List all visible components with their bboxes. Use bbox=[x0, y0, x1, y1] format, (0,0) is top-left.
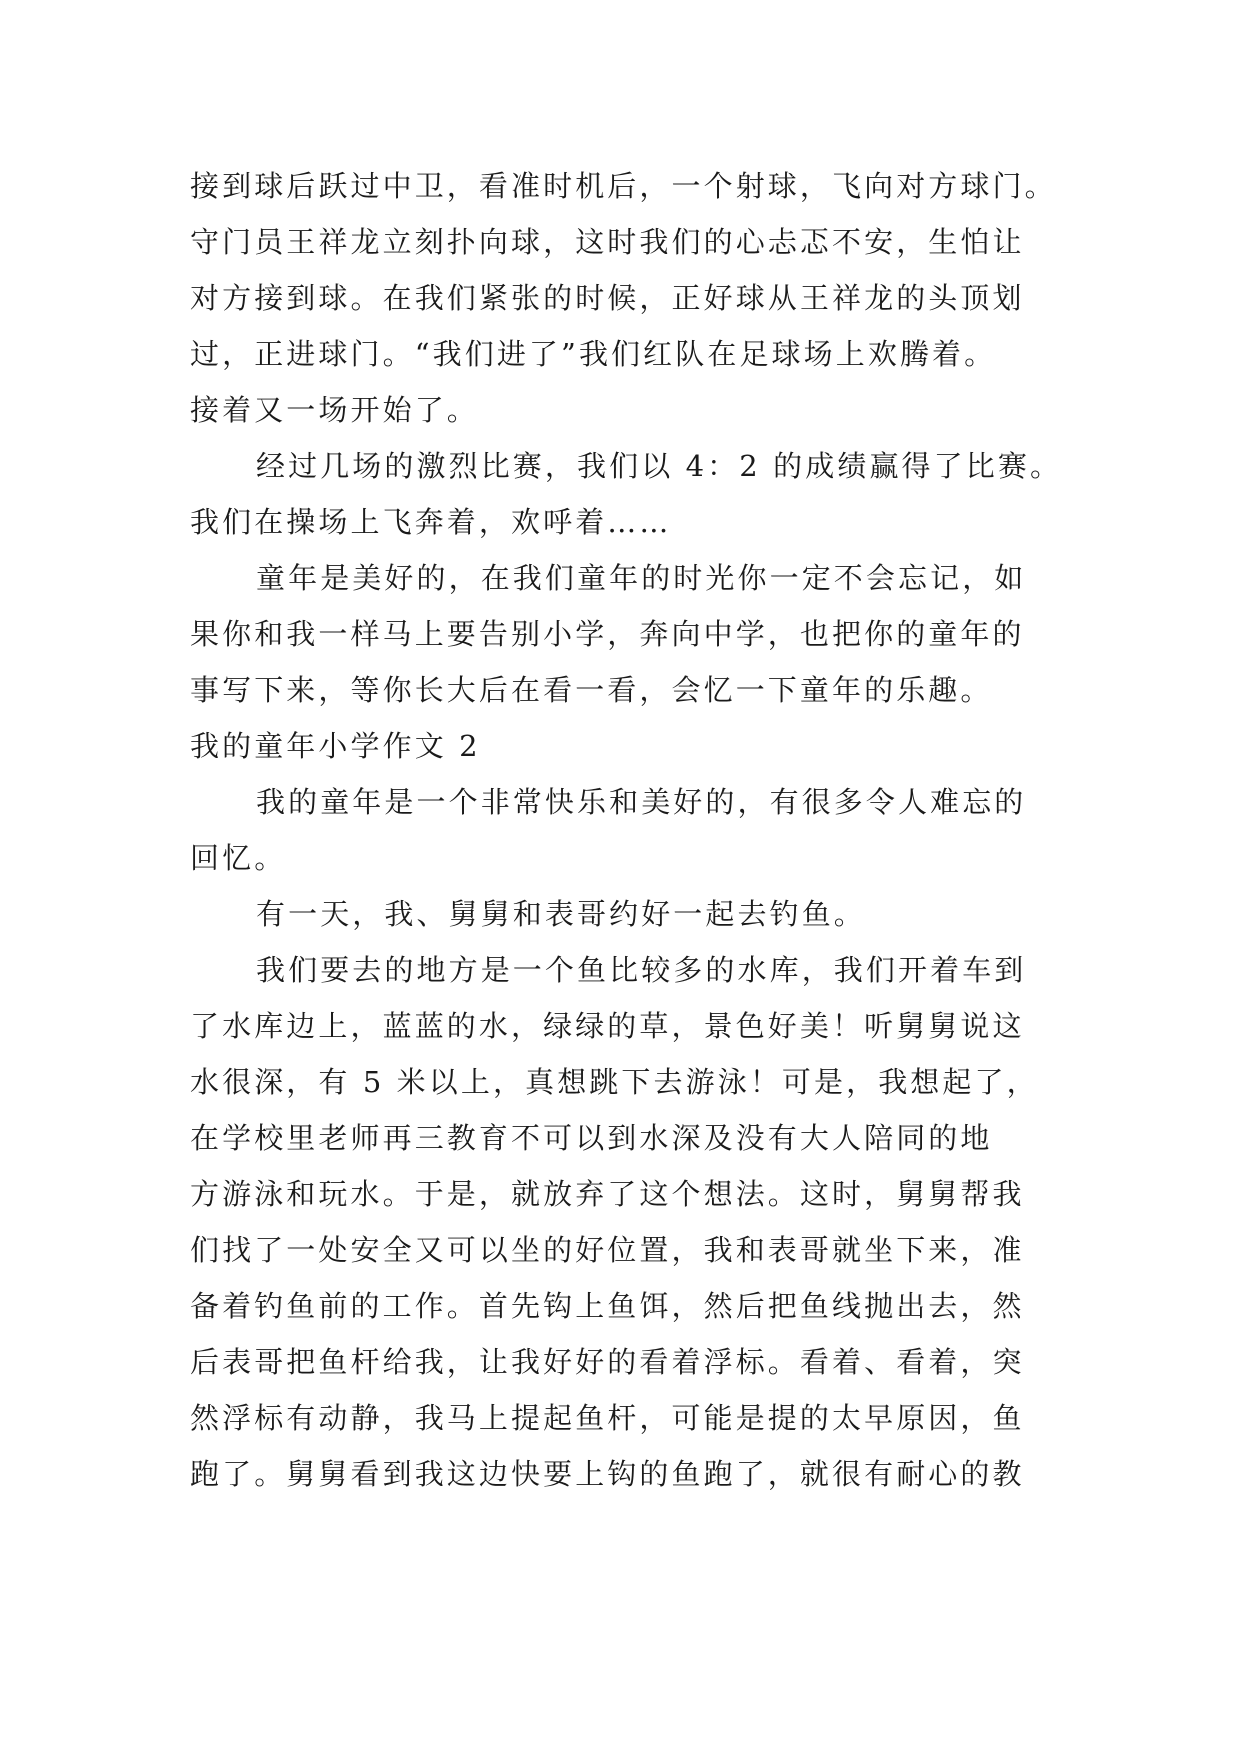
essay-text bbox=[190, 158, 1070, 1502]
text-line: 在学校里老师再三教育不可以到水深及没有大人陪同的地 bbox=[190, 1121, 993, 1155]
text-line: 了水库边上，蓝蓝的水，绿绿的草，景色好美！听舅舅说这 bbox=[190, 1009, 1025, 1043]
text-line: 事写下来，等你长大后在看一看，会忆一下童年的乐趣。 bbox=[190, 673, 993, 707]
text-line: 我们在操场上飞奔着，欢呼着…… bbox=[190, 505, 672, 539]
text-line: 童年是美好的，在我们童年的时光你一定不会忘记，如 bbox=[256, 561, 1027, 595]
text-line: 我的童年小学作文 2 bbox=[190, 729, 481, 763]
text-line: 回忆。 bbox=[190, 841, 287, 875]
text-line: 果你和我一样马上要告别小学，奔向中学，也把你的童年的 bbox=[190, 617, 1025, 651]
text-line: 接着又一场开始了。 bbox=[190, 393, 479, 427]
text-line: 后表哥把鱼杆给我，让我好好的看着浮标。看着、看着，突 bbox=[190, 1345, 1025, 1379]
text-line: 们找了一处安全又可以坐的好位置，我和表哥就坐下来，准 bbox=[190, 1233, 1025, 1267]
text-line: 我们要去的地方是一个鱼比较多的水库，我们开着车到 bbox=[256, 953, 1027, 987]
text-line: 方游泳和玩水。于是，就放弃了这个想法。这时，舅舅帮我 bbox=[190, 1177, 1025, 1211]
text-line: 守门员王祥龙立刻扑向球，这时我们的心忐忑不安，生怕让 bbox=[190, 225, 1025, 259]
text-line: 水很深，有 5 米以上，真想跳下去游泳！可是，我想起了， bbox=[190, 1065, 1039, 1099]
text-line: 我的童年是一个非常快乐和美好的，有很多令人难忘的 bbox=[256, 785, 1027, 819]
text-line: 过，正进球门。“我们进了”我们红队在足球场上欢腾着。 bbox=[190, 337, 997, 371]
text-line: 有一天，我、舅舅和表哥约好一起去钓鱼。 bbox=[256, 897, 866, 931]
text-line: 跑了。舅舅看到我这边快要上钩的鱼跑了，就很有耐心的教 bbox=[190, 1457, 1025, 1491]
text-line: 对方接到球。在我们紧张的时候，正好球从王祥龙的头顶划 bbox=[190, 281, 1025, 315]
text-line: 接到球后跃过中卫，看准时机后，一个射球，飞向对方球门。 bbox=[190, 169, 1057, 203]
text-line: 经过几场的激烈比赛，我们以 4：2 的成绩赢得了比赛。 bbox=[256, 449, 1063, 483]
text-line: 备着钓鱼前的工作。首先钩上鱼饵，然后把鱼线抛出去，然 bbox=[190, 1289, 1025, 1323]
text-line: 然浮标有动静，我马上提起鱼杆，可能是提的太早原因，鱼 bbox=[190, 1401, 1025, 1435]
